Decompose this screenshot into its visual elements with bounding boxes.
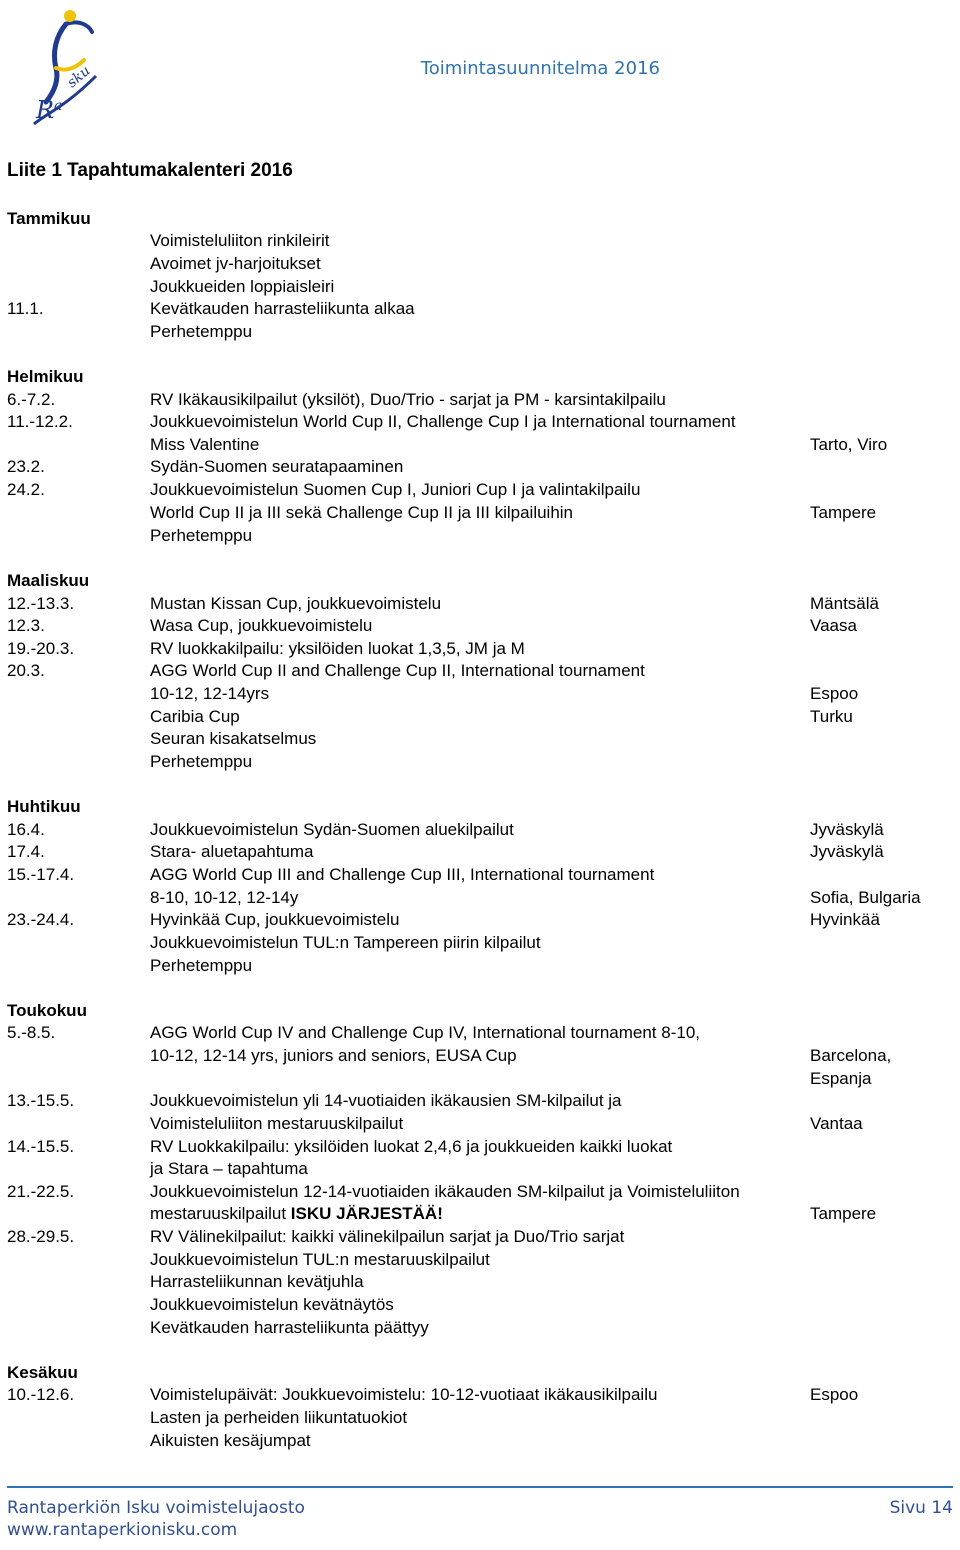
event-description — [150, 728, 316, 750]
event-description-text: Kevätkauden harrasteliikunta päättyy — [150, 1318, 429, 1337]
event-location: Mäntsälä — [810, 594, 879, 613]
event-date: 10.-12.6. — [7, 1385, 75, 1404]
event-description-text: Wasa Cup, joukkuevoimistelu — [150, 616, 373, 635]
event-description — [150, 706, 240, 728]
event-description — [150, 955, 252, 977]
event-description — [150, 321, 252, 343]
event-description-text: Kevätkauden harrasteliikunta alkaa — [150, 299, 415, 318]
event-description-text: Joukkuevoimistelun Suomen Cup I, Juniori Cup I ja valintakilpailu — [150, 480, 641, 499]
event-description-text: Seuran kisakatselmus — [150, 729, 317, 748]
event-description-text: 10-12, 12-14 yrs, juniors and seniors, EUSA Cup — [150, 1046, 517, 1065]
event-row — [0, 411, 960, 433]
event-row — [0, 1317, 960, 1339]
month-heading: Kesäkuu — [7, 1363, 78, 1382]
event-description-text: Joukkuevoimistelun Sydän-Suomen aluekilpailut — [150, 820, 514, 839]
event-row — [0, 841, 960, 863]
event-date: 5.-8.5. — [7, 1023, 56, 1042]
event-row — [0, 932, 960, 954]
event-description — [150, 525, 252, 547]
event-row — [0, 728, 960, 750]
event-location: Sofia, Bulgaria — [810, 888, 921, 907]
event-location: Turku — [810, 707, 853, 726]
event-description — [150, 660, 645, 682]
event-location: Barcelona, — [810, 1046, 892, 1065]
event-row — [0, 864, 960, 886]
event-description-text: AGG World Cup III and Challenge Cup III, International tournament — [150, 865, 655, 884]
event-row — [0, 1407, 960, 1429]
svg-text:R: R — [36, 96, 55, 124]
event-description — [150, 1203, 443, 1225]
event-date: 11.-12.2. — [7, 412, 73, 431]
event-row — [0, 706, 960, 728]
event-description — [150, 1430, 311, 1452]
event-description — [150, 1317, 429, 1339]
page-number: Sivu 14 — [889, 1498, 953, 1518]
event-description — [150, 864, 654, 886]
event-date: 28.-29.5. — [7, 1227, 75, 1246]
event-description — [150, 1136, 672, 1158]
event-location: Vaasa — [810, 616, 857, 635]
event-description-text: Perhetemppu — [150, 956, 253, 975]
event-highlight: ISKU JÄRJESTÄÄ! — [290, 1204, 443, 1223]
event-description-text: Voimistelupäivät: Joukkuevoimistelu: 10-12-vuotiaat ikäkausikilpailu — [150, 1385, 658, 1404]
event-description-text: Joukkuevoimistelun TUL:n Tampereen piirin kilpailut — [150, 933, 541, 952]
footer-org — [7, 1497, 305, 1541]
event-description-text: Joukkuevoimistelun World Cup II, Challenge Cup I ja International tournament — [150, 412, 736, 431]
event-description-text: Perhetemppu — [150, 752, 253, 771]
event-row — [0, 887, 960, 909]
month-heading: Maaliskuu — [7, 571, 90, 590]
event-row — [0, 1271, 960, 1293]
event-description — [150, 230, 330, 252]
event-description — [150, 434, 259, 456]
event-description — [150, 819, 514, 841]
club-logo — [26, 6, 112, 134]
event-description — [150, 1090, 622, 1112]
event-description-text: Aikuisten kesäjumpat — [150, 1431, 311, 1450]
event-location: Hyvinkää — [810, 910, 880, 929]
event-description — [150, 638, 525, 660]
event-description-text: AGG World Cup II and Challenge Cup II, International tournament — [150, 661, 645, 680]
event-row — [0, 1384, 960, 1406]
event-row — [0, 909, 960, 931]
event-row — [0, 1158, 960, 1180]
event-description-text: AGG World Cup IV and Challenge Cup IV, International tournament 8-10, — [150, 1023, 700, 1042]
event-location: Espanja — [810, 1069, 872, 1088]
event-description — [150, 276, 334, 298]
event-row — [0, 1045, 960, 1067]
event-description — [150, 1407, 407, 1429]
event-location: Tampere — [810, 503, 877, 522]
event-description-text: RV Ikäkausikilpailut (yksilöt), Duo/Trio - sarjat ja PM - karsintakilpailu — [150, 390, 666, 409]
month-heading: Helmikuu — [7, 367, 84, 386]
event-date: 21.-22.5. — [7, 1182, 75, 1201]
event-description — [150, 1271, 364, 1293]
event-description-text: Joukkuevoimistelun TUL:n mestaruuskilpailut — [150, 1250, 490, 1269]
month-heading: Huhtikuu — [7, 797, 81, 816]
month-heading: Toukokuu — [7, 1001, 87, 1020]
event-row — [0, 253, 960, 275]
event-description — [150, 1384, 657, 1406]
svg-text:sku: sku — [64, 62, 94, 92]
event-row — [0, 751, 960, 773]
event-date: 17.4. — [7, 842, 45, 861]
event-date: 11.1. — [7, 299, 44, 318]
event-date: 12.3. — [7, 616, 45, 635]
header-title: Toimintasuunnitelma 2016 — [420, 58, 660, 79]
event-row — [0, 593, 960, 615]
event-date: 15.-17.4. — [7, 865, 75, 884]
event-description-text: 8-10, 10-12, 12-14y — [150, 888, 299, 907]
event-date: 16.4. — [7, 820, 45, 839]
event-row — [0, 298, 960, 320]
event-row — [0, 955, 960, 977]
footer-org-name: Rantaperkiön Isku voimistelujaosto — [7, 1498, 305, 1518]
event-row — [0, 819, 960, 841]
event-row — [0, 1136, 960, 1158]
event-description-text: World Cup II ja III sekä Challenge Cup II ja III kilpailuihin — [150, 503, 574, 522]
event-description — [150, 1226, 624, 1248]
event-date: 24.2. — [7, 480, 45, 499]
event-description-text: Joukkuevoimistelun kevätnäytös — [150, 1295, 394, 1314]
page-title: Liite 1 Tapahtumakalenteri 2016 — [7, 160, 293, 181]
event-description-text: mestaruuskilpailut — [150, 1204, 291, 1223]
event-description-text: Stara- aluetapahtuma — [150, 842, 314, 861]
svg-text:a: a — [54, 98, 63, 114]
event-description — [150, 909, 399, 931]
event-date: 6.-7.2. — [7, 390, 56, 409]
event-row — [0, 525, 960, 547]
month-heading: Tammikuu — [7, 209, 91, 228]
event-description — [150, 456, 403, 478]
event-row — [0, 321, 960, 343]
event-description — [150, 683, 269, 705]
event-description — [150, 1181, 740, 1203]
event-date: 20.3. — [7, 661, 45, 680]
event-description — [150, 389, 666, 411]
event-row — [0, 434, 960, 456]
event-location: Vantaa — [810, 1114, 863, 1133]
event-description-text: Sydän-Suomen seuratapaaminen — [150, 457, 404, 476]
event-description — [150, 1249, 490, 1271]
event-description — [150, 1158, 308, 1180]
event-location: Tampere — [810, 1204, 877, 1223]
event-location: Espoo — [810, 684, 859, 703]
event-date: 13.-15.5. — [7, 1091, 75, 1110]
event-description-text: Voimisteluliiton mestaruuskilpailut — [150, 1114, 404, 1133]
event-location: Jyväskylä — [810, 842, 884, 861]
event-date: 23.2. — [7, 457, 45, 476]
event-description — [150, 1294, 394, 1316]
event-location: Espoo — [810, 1385, 859, 1404]
event-description — [150, 615, 372, 637]
event-row — [0, 1226, 960, 1248]
event-description — [150, 411, 736, 433]
event-description-text: 10-12, 12-14yrs — [150, 684, 270, 703]
event-row — [0, 479, 960, 501]
event-row — [0, 1068, 960, 1090]
event-description-text: Miss Valentine — [150, 435, 260, 454]
event-description-text: Lasten ja perheiden liikuntatuokiot — [150, 1408, 408, 1427]
event-date: 14.-15.5. — [7, 1137, 75, 1156]
event-description-text: Voimisteluliiton rinkileirit — [150, 231, 330, 250]
event-date: 19.-20.3. — [7, 639, 75, 658]
event-description-text: Perhetemppu — [150, 526, 253, 545]
event-description — [150, 1022, 700, 1044]
event-description-text: ja Stara – tapahtuma — [150, 1159, 308, 1178]
event-description — [150, 1045, 517, 1067]
event-description-text: Harrasteliikunnan kevätjuhla — [150, 1272, 364, 1291]
event-row — [0, 502, 960, 524]
event-description — [150, 841, 314, 863]
event-row — [0, 660, 960, 682]
event-row — [0, 1181, 960, 1203]
event-row — [0, 1090, 960, 1112]
event-description-text: Joukkuevoimistelun 12-14-vuotiaiden ikäkauden SM-kilpailut ja Voimisteluliiton — [150, 1182, 740, 1201]
event-row — [0, 276, 960, 298]
event-row — [0, 456, 960, 478]
event-description — [150, 502, 573, 524]
footer-divider — [7, 1486, 953, 1488]
event-row — [0, 1430, 960, 1452]
footer-url[interactable]: www.rantaperkionisku.com — [7, 1520, 238, 1540]
event-row — [0, 615, 960, 637]
event-description-text: Mustan Kissan Cup, joukkuevoimistelu — [150, 594, 442, 613]
event-description-text: Joukkueiden loppiaisleiri — [150, 277, 335, 296]
event-date: 23.-24.4. — [7, 910, 75, 929]
event-description — [150, 298, 415, 320]
event-description — [150, 932, 541, 954]
event-row — [0, 1203, 960, 1225]
event-description — [150, 593, 441, 615]
event-description — [150, 887, 298, 909]
event-location: Jyväskylä — [810, 820, 884, 839]
event-location: Tarto, Viro — [810, 435, 888, 454]
event-row — [0, 389, 960, 411]
event-row — [0, 1294, 960, 1316]
event-description-text: RV Välinekilpailut: kaikki välinekilpailun sarjat ja Duo/Trio sarjat — [150, 1227, 625, 1246]
event-description — [150, 479, 640, 501]
event-description-text: RV Luokkakilpailu: yksilöiden luokat 2,4,6 ja joukkueiden kaikki luokat — [150, 1137, 673, 1156]
event-description-text: Hyvinkää Cup, joukkuevoimistelu — [150, 910, 400, 929]
event-description-text: Caribia Cup — [150, 707, 240, 726]
event-row — [0, 1022, 960, 1044]
event-description — [150, 1113, 403, 1135]
event-row — [0, 638, 960, 660]
event-date: 12.-13.3. — [7, 594, 75, 613]
event-description — [150, 751, 252, 773]
event-row — [0, 683, 960, 705]
event-row — [0, 1249, 960, 1271]
event-row — [0, 1113, 960, 1135]
event-description-text: RV luokkakilpailu: yksilöiden luokat 1,3,5, JM ja M — [150, 639, 525, 658]
event-description-text: Perhetemppu — [150, 322, 253, 341]
event-description-text: Avoimet jv-harjoitukset — [150, 254, 321, 273]
event-description — [150, 253, 321, 275]
event-description-text: Joukkuevoimistelun yli 14-vuotiaiden ikäkausien SM-kilpailut ja — [150, 1091, 622, 1110]
event-row — [0, 230, 960, 252]
